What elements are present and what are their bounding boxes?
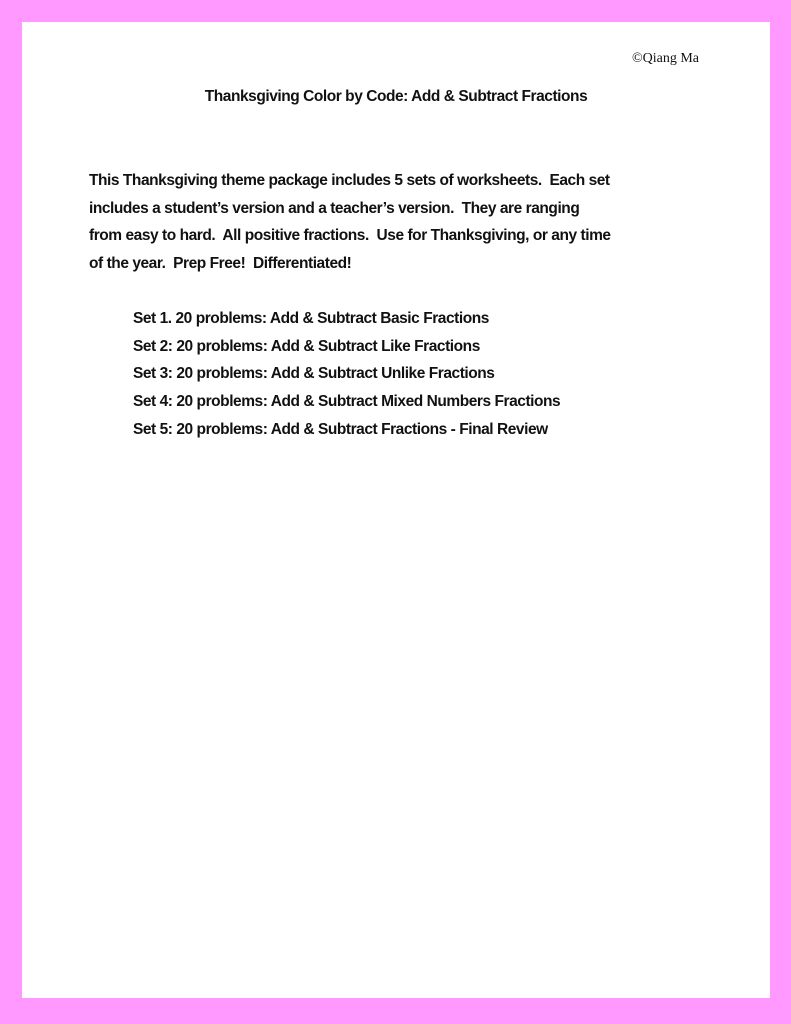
copyright-notice: ©Qiang Ma	[631, 51, 699, 66]
description-line: from easy to hard. All positive fractions. Use for Thanksgiving, or any time	[89, 227, 611, 245]
set-item: Set 1. 20 problems: Add & Subtract Basic Fractions	[133, 310, 489, 327]
document-page	[22, 22, 770, 998]
description-line: of the year. Prep Free! Differentiated!	[89, 255, 352, 273]
sets-list	[133, 308, 560, 446]
description-line: This Thanksgiving theme package includes 5 sets of worksheets. Each set	[89, 172, 610, 189]
set-item: Set 3: 20 problems: Add & Subtract Unlike Fractions	[133, 365, 495, 383]
set-item: Set 4: 20 problems: Add & Subtract Mixed Numbers Fractions	[133, 393, 561, 411]
set-item: Set 5: 20 problems: Add & Subtract Fractions - Final Review	[133, 420, 548, 438]
description-line: includes a student’s version and a teacher’s version. They are ranging	[89, 199, 580, 217]
document-title: Thanksgiving Color by Code: Add & Subtract Fractions	[204, 88, 588, 105]
set-item: Set 2: 20 problems: Add & Subtract Like Fractions	[133, 337, 480, 355]
description-paragraph	[89, 170, 611, 281]
